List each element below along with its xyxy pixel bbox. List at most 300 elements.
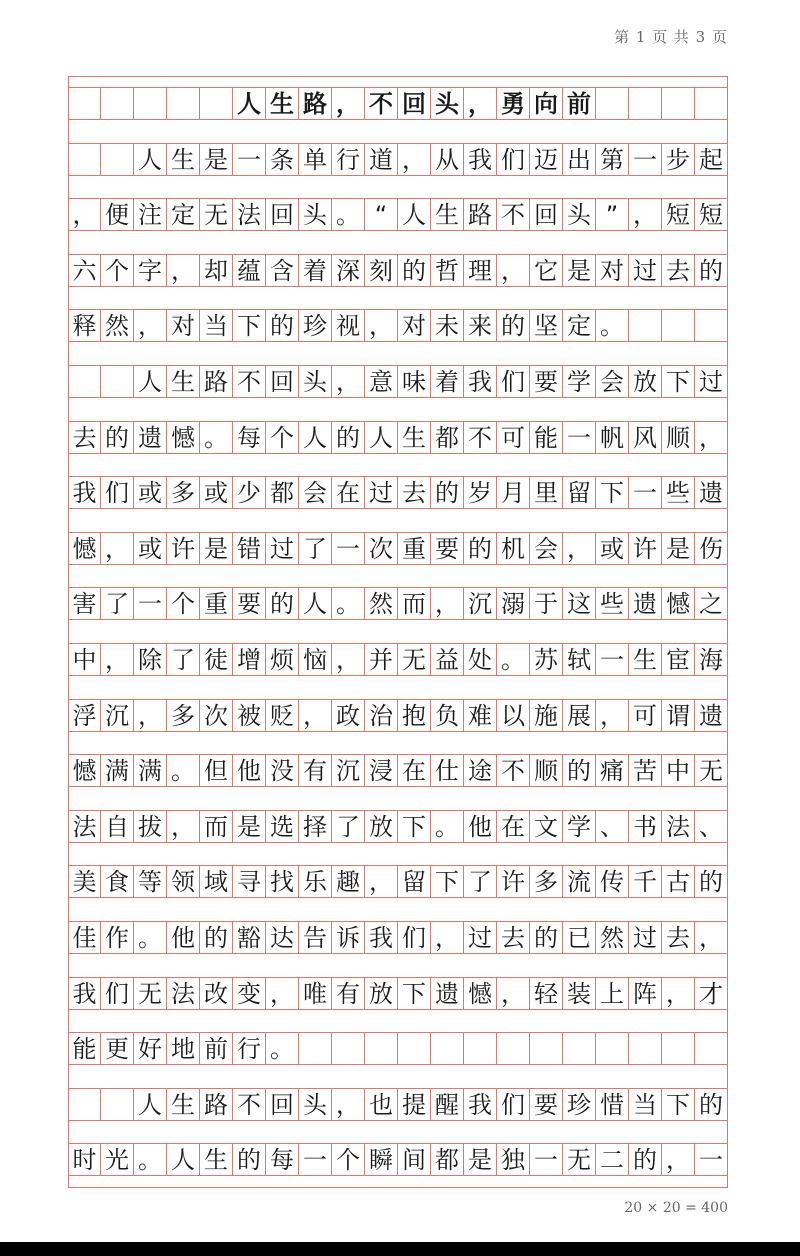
- text-row: [68, 699, 728, 732]
- grid-cell: 要: [233, 587, 266, 620]
- grid-cell: 不: [233, 1088, 266, 1121]
- grid-cell: [68, 143, 101, 176]
- grid-cell: 了: [332, 810, 365, 843]
- grid-cell: 途: [464, 754, 497, 787]
- grid-cell: 憾: [167, 421, 200, 454]
- grid-cell: 找: [266, 865, 299, 898]
- grid-cell: 宦: [662, 643, 695, 676]
- grid-cell: 徒: [200, 643, 233, 676]
- text-row: [68, 309, 728, 342]
- grid-cell: 要: [431, 532, 464, 565]
- grid-cell: [530, 1032, 563, 1065]
- text-row: [68, 421, 728, 454]
- grid-cell: 流: [563, 865, 596, 898]
- grid-cell: 遗: [695, 699, 728, 732]
- grid-cell: 是: [662, 532, 695, 565]
- word-count-label: 20 × 20 = 400: [624, 1200, 728, 1216]
- grid-cell: 过: [464, 921, 497, 954]
- grid-cell: 定: [167, 198, 200, 231]
- grid-cell: “: [365, 198, 398, 231]
- grid-cell: 路: [200, 1088, 233, 1121]
- grid-cell: 之: [695, 587, 728, 620]
- grid-cell: 从: [431, 143, 464, 176]
- grid-cell: [299, 1032, 332, 1065]
- grid-cell: 惜: [596, 1088, 629, 1121]
- grid-cell: 下: [398, 977, 431, 1010]
- grid-cell: 过: [629, 254, 662, 287]
- text-row: [68, 587, 728, 620]
- grid-cell: 浸: [365, 754, 398, 787]
- grid-cell: 的: [266, 309, 299, 342]
- grid-cell: 有: [299, 754, 332, 787]
- grid-cell: 法: [68, 810, 101, 843]
- text-row: [68, 643, 728, 676]
- grid-cell: 回: [266, 1088, 299, 1121]
- grid-cell: 人: [299, 587, 332, 620]
- grid-cell: 们: [497, 143, 530, 176]
- grid-cell: [563, 1032, 596, 1065]
- grid-cell: ，: [266, 977, 299, 1010]
- grid-cell: 法: [662, 810, 695, 843]
- grid-cell: 过: [695, 365, 728, 398]
- grid-cell: ，: [332, 1088, 365, 1121]
- grid-cell: 每: [233, 421, 266, 454]
- grid-cell: 意: [365, 365, 398, 398]
- grid-cell: 憾: [68, 754, 101, 787]
- grid-cell: 。: [200, 421, 233, 454]
- grid-cell: 生: [167, 1088, 200, 1121]
- grid-cell: 能: [68, 1032, 101, 1065]
- grid-cell: 月: [497, 476, 530, 509]
- grid-cell: 诉: [332, 921, 365, 954]
- grid-cell: 不: [365, 87, 398, 120]
- grid-cell: 他: [167, 921, 200, 954]
- grid-cell: 下: [596, 476, 629, 509]
- grid-cell: 、: [695, 810, 728, 843]
- grid-cell: [464, 1032, 497, 1065]
- grid-cell: 当: [200, 309, 233, 342]
- grid-cell: 唯: [299, 977, 332, 1010]
- grid-cell: 蕴: [233, 254, 266, 287]
- grid-cell: 人: [134, 143, 167, 176]
- grid-cell: 是: [200, 532, 233, 565]
- grid-cell: 出: [563, 143, 596, 176]
- grid-cell: 沉: [464, 587, 497, 620]
- grid-cell: 遗: [695, 476, 728, 509]
- grid-cell: 中: [68, 643, 101, 676]
- grid-cell: 等: [134, 865, 167, 898]
- grid-cell: 许: [497, 865, 530, 898]
- grid-cell: 每: [266, 1143, 299, 1176]
- grid-cell: 了: [464, 865, 497, 898]
- grid-cell: [629, 87, 662, 120]
- grid-cell: 可: [629, 699, 662, 732]
- grid-cell: 下: [233, 309, 266, 342]
- grid-cell: 醒: [431, 1088, 464, 1121]
- grid-cell: 无: [134, 977, 167, 1010]
- grid-cell: 许: [167, 532, 200, 565]
- grid-cell: ，: [695, 921, 728, 954]
- grid-cell: 过: [266, 532, 299, 565]
- grid-cell: 遗: [629, 587, 662, 620]
- text-row: [68, 143, 728, 176]
- grid-cell: 而: [200, 810, 233, 843]
- grid-cell: ，: [332, 365, 365, 398]
- grid-cell: 下: [662, 1088, 695, 1121]
- grid-cell: 着: [431, 365, 464, 398]
- grid-cell: [332, 1032, 365, 1065]
- grid-cell: 路: [299, 87, 332, 120]
- grid-cell: 未: [431, 309, 464, 342]
- grid-cell: 。: [596, 309, 629, 342]
- grid-cell: 少: [233, 476, 266, 509]
- grid-cell: 的: [233, 1143, 266, 1176]
- grid-cell: 向: [530, 87, 563, 120]
- grid-cell: [101, 143, 134, 176]
- grid-cell: 的: [200, 921, 233, 954]
- grid-cell: [629, 309, 662, 342]
- grid-cell: 哲: [431, 254, 464, 287]
- grid-cell: [662, 87, 695, 120]
- grid-cell: 人: [233, 87, 266, 120]
- grid-cell: 许: [629, 532, 662, 565]
- grid-cell: 治: [365, 699, 398, 732]
- grid-cell: 憾: [662, 587, 695, 620]
- grid-cell: 我: [464, 143, 497, 176]
- grid-cell: ，: [101, 532, 134, 565]
- grid-cell: 前: [563, 87, 596, 120]
- grid-cell: 头: [431, 87, 464, 120]
- grid-cell: 以: [497, 699, 530, 732]
- grid-cell: 对: [596, 254, 629, 287]
- grid-cell: 下: [662, 365, 695, 398]
- grid-cell: [134, 87, 167, 120]
- grid-cell: 或: [200, 476, 233, 509]
- grid-cell: 才: [695, 977, 728, 1010]
- grid-cell: 上: [596, 977, 629, 1010]
- grid-cell: 一: [530, 1143, 563, 1176]
- grid-cell: 头: [299, 198, 332, 231]
- grid-cell: ，: [101, 643, 134, 676]
- grid-cell: 痛: [596, 754, 629, 787]
- grid-cell: 。: [431, 810, 464, 843]
- grid-cell: 头: [299, 1088, 332, 1121]
- grid-cell: 憾: [68, 532, 101, 565]
- grid-cell: 定: [563, 309, 596, 342]
- grid-cell: 过: [629, 921, 662, 954]
- grid-cell: [68, 87, 101, 120]
- grid-cell: 佳: [68, 921, 101, 954]
- grid-cell: 轼: [563, 643, 596, 676]
- grid-cell: 古: [662, 865, 695, 898]
- grid-cell: 拔: [134, 810, 167, 843]
- grid-cell: ，: [563, 532, 596, 565]
- grid-cell: 溺: [497, 587, 530, 620]
- grid-cell: 它: [530, 254, 563, 287]
- grid-cell: 我: [68, 977, 101, 1010]
- grid-cell: 人: [134, 1088, 167, 1121]
- grid-cell: 珍: [299, 309, 332, 342]
- grid-cell: 一: [563, 421, 596, 454]
- grid-cell: 短: [695, 198, 728, 231]
- grid-cell: 的: [464, 532, 497, 565]
- grid-cell: 过: [365, 476, 398, 509]
- grid-cell: 一: [596, 643, 629, 676]
- grid-cell: 仕: [431, 754, 464, 787]
- grid-cell: ，: [398, 143, 431, 176]
- grid-cell: 一: [629, 476, 662, 509]
- grid-cell: 人: [398, 198, 431, 231]
- text-row: [68, 532, 728, 565]
- grid-cell: 或: [596, 532, 629, 565]
- grid-cell: 个: [332, 1143, 365, 1176]
- grid-cell: [596, 87, 629, 120]
- grid-cell: 他: [233, 754, 266, 787]
- grid-cell: 顺: [662, 421, 695, 454]
- grid-cell: 展: [563, 699, 596, 732]
- grid-cell: 多: [530, 865, 563, 898]
- grid-cell: [431, 1032, 464, 1065]
- grid-cell: 人: [299, 421, 332, 454]
- grid-cell: 达: [266, 921, 299, 954]
- grid-cell: 满: [101, 754, 134, 787]
- grid-cell: [365, 1032, 398, 1065]
- grid-cell: 们: [398, 921, 431, 954]
- grid-cell: 释: [68, 309, 101, 342]
- grid-cell: 施: [530, 699, 563, 732]
- grid-cell: 的: [695, 254, 728, 287]
- grid-cell: 然: [365, 587, 398, 620]
- grid-cell: 短: [662, 198, 695, 231]
- grid-cell: 岁: [464, 476, 497, 509]
- grid-cell: 装: [563, 977, 596, 1010]
- grid-cell: [695, 309, 728, 342]
- grid-cell: 更: [101, 1032, 134, 1065]
- grid-cell: 学: [563, 365, 596, 398]
- text-row: [68, 1088, 728, 1121]
- grid-cell: 了: [167, 643, 200, 676]
- grid-cell: 抱: [398, 699, 431, 732]
- grid-cell: 人: [167, 1143, 200, 1176]
- grid-cell: [695, 87, 728, 120]
- title-row: [68, 87, 728, 120]
- grid-cell: 头: [563, 198, 596, 231]
- grid-cell: 留: [563, 476, 596, 509]
- grid-cell: 贬: [266, 699, 299, 732]
- grid-cell: [662, 309, 695, 342]
- grid-cell: 法: [167, 977, 200, 1010]
- grid-cell: 回: [398, 87, 431, 120]
- grid-cell: 负: [431, 699, 464, 732]
- grid-cell: 除: [134, 643, 167, 676]
- grid-cell: 们: [101, 476, 134, 509]
- grid-cell: [200, 87, 233, 120]
- grid-cell: 会: [530, 532, 563, 565]
- grid-cell: 地: [167, 1032, 200, 1065]
- grid-cell: 二: [596, 1143, 629, 1176]
- grid-cell: 六: [68, 254, 101, 287]
- grid-cell: 一: [629, 143, 662, 176]
- grid-cell: 生: [167, 365, 200, 398]
- grid-cell: 文: [530, 810, 563, 843]
- grid-cell: 是: [464, 1143, 497, 1176]
- grid-cell: 。: [332, 198, 365, 231]
- grid-cell: 刻: [365, 254, 398, 287]
- grid-cell: 回: [530, 198, 563, 231]
- grid-cell: 放: [365, 977, 398, 1010]
- grid-cell: 行: [233, 1032, 266, 1065]
- grid-cell: 我: [464, 1088, 497, 1121]
- grid-cell: 一: [332, 532, 365, 565]
- grid-cell: 当: [629, 1088, 662, 1121]
- text-row: [68, 476, 728, 509]
- grid-cell: 阵: [629, 977, 662, 1010]
- grid-cell: 或: [134, 532, 167, 565]
- grid-cell: 的: [431, 476, 464, 509]
- grid-cell: ，: [365, 865, 398, 898]
- grid-cell: 在: [497, 810, 530, 843]
- grid-cell: 能: [530, 421, 563, 454]
- grid-cell: 了: [101, 587, 134, 620]
- grid-cell: 去: [497, 921, 530, 954]
- grid-cell: 憾: [464, 977, 497, 1010]
- grid-cell: 遗: [134, 421, 167, 454]
- grid-cell: 人: [365, 421, 398, 454]
- grid-cell: 都: [266, 476, 299, 509]
- text-row: [68, 365, 728, 398]
- grid-cell: 机: [497, 532, 530, 565]
- grid-cell: 勇: [497, 87, 530, 120]
- grid-cell: 都: [431, 1143, 464, 1176]
- grid-cell: 来: [464, 309, 497, 342]
- text-row: [68, 198, 728, 231]
- grid-cell: ，: [431, 921, 464, 954]
- grid-cell: ，: [431, 587, 464, 620]
- grid-cell: 或: [134, 476, 167, 509]
- grid-cell: 是: [233, 810, 266, 843]
- grid-cell: 对: [167, 309, 200, 342]
- grid-cell: 道: [365, 143, 398, 176]
- grid-cell: 增: [233, 643, 266, 676]
- grid-cell: [101, 365, 134, 398]
- grid-cell: 去: [662, 921, 695, 954]
- grid-cell: 些: [662, 476, 695, 509]
- grid-cell: ，: [629, 198, 662, 231]
- grid-cell: 错: [233, 532, 266, 565]
- grid-cell: 生: [629, 643, 662, 676]
- grid-cell: 满: [134, 754, 167, 787]
- grid-cell: 条: [266, 143, 299, 176]
- grid-cell: 去: [68, 421, 101, 454]
- grid-cell: 深: [332, 254, 365, 287]
- grid-cell: 却: [200, 254, 233, 287]
- grid-cell: 沉: [332, 754, 365, 787]
- grid-cell: 头: [299, 365, 332, 398]
- grid-cell: 风: [629, 421, 662, 454]
- grid-cell: 沉: [101, 699, 134, 732]
- grid-cell: 留: [398, 865, 431, 898]
- grid-cell: 的: [629, 1143, 662, 1176]
- grid-cell: 有: [332, 977, 365, 1010]
- grid-cell: [68, 1088, 101, 1121]
- grid-cell: 了: [299, 532, 332, 565]
- grid-cell: 无: [200, 198, 233, 231]
- grid-cell: 单: [299, 143, 332, 176]
- grid-cell: 告: [299, 921, 332, 954]
- grid-cell: 不: [497, 754, 530, 787]
- grid-cell: 生: [431, 198, 464, 231]
- grid-cell: 下: [398, 810, 431, 843]
- grid-cell: 于: [530, 587, 563, 620]
- grid-cell: 。: [332, 587, 365, 620]
- grid-cell: 改: [200, 977, 233, 1010]
- grid-cell: 是: [200, 143, 233, 176]
- grid-cell: 的: [530, 921, 563, 954]
- text-row: [68, 1032, 728, 1065]
- grid-cell: ，: [497, 254, 530, 287]
- grid-cell: 我: [68, 476, 101, 509]
- grid-cell: 便: [101, 198, 134, 231]
- grid-cell: 好: [134, 1032, 167, 1065]
- grid-cell: 这: [563, 587, 596, 620]
- grid-cell: 们: [101, 977, 134, 1010]
- grid-cell: 并: [365, 643, 398, 676]
- grid-cell: 域: [200, 865, 233, 898]
- grid-cell: 的: [695, 1088, 728, 1121]
- grid-cell: 们: [497, 365, 530, 398]
- grid-cell: 在: [398, 754, 431, 787]
- text-row: [68, 810, 728, 843]
- grid-cell: 。: [134, 1143, 167, 1176]
- grid-cell: ，: [134, 309, 167, 342]
- grid-cell: 回: [266, 198, 299, 231]
- grid-cell: ，: [167, 810, 200, 843]
- grid-cell: 路: [464, 198, 497, 231]
- grid-cell: 生: [398, 421, 431, 454]
- grid-cell: 寻: [233, 865, 266, 898]
- grid-cell: 路: [200, 365, 233, 398]
- grid-cell: [596, 1032, 629, 1065]
- grid-cell: 味: [398, 365, 431, 398]
- grid-cell: 理: [464, 254, 497, 287]
- grid-cell: [662, 1032, 695, 1065]
- text-row: [68, 254, 728, 287]
- grid-cell: 字: [134, 254, 167, 287]
- grid-cell: 是: [563, 254, 596, 287]
- grid-cell: 多: [167, 476, 200, 509]
- grid-cell: 间: [398, 1143, 431, 1176]
- grid-cell: 放: [365, 810, 398, 843]
- bottom-bar: [0, 1242, 800, 1256]
- grid-cell: 然: [101, 309, 134, 342]
- grid-cell: 会: [299, 476, 332, 509]
- text-row: [68, 1143, 728, 1176]
- grid-cell: 。: [266, 1032, 299, 1065]
- grid-cell: ，: [68, 198, 101, 231]
- grid-cell: [629, 1032, 662, 1065]
- grid-cell: 而: [398, 587, 431, 620]
- grid-cell: 传: [596, 865, 629, 898]
- grid-cell: 难: [464, 699, 497, 732]
- grid-cell: 们: [497, 1088, 530, 1121]
- grid-cell: ，: [662, 977, 695, 1010]
- grid-cell: 美: [68, 865, 101, 898]
- grid-cell: ，: [695, 421, 728, 454]
- grid-cell: 去: [662, 254, 695, 287]
- grid-cell: [497, 1032, 530, 1065]
- grid-cell: 遗: [431, 977, 464, 1010]
- grid-cell: 伤: [695, 532, 728, 565]
